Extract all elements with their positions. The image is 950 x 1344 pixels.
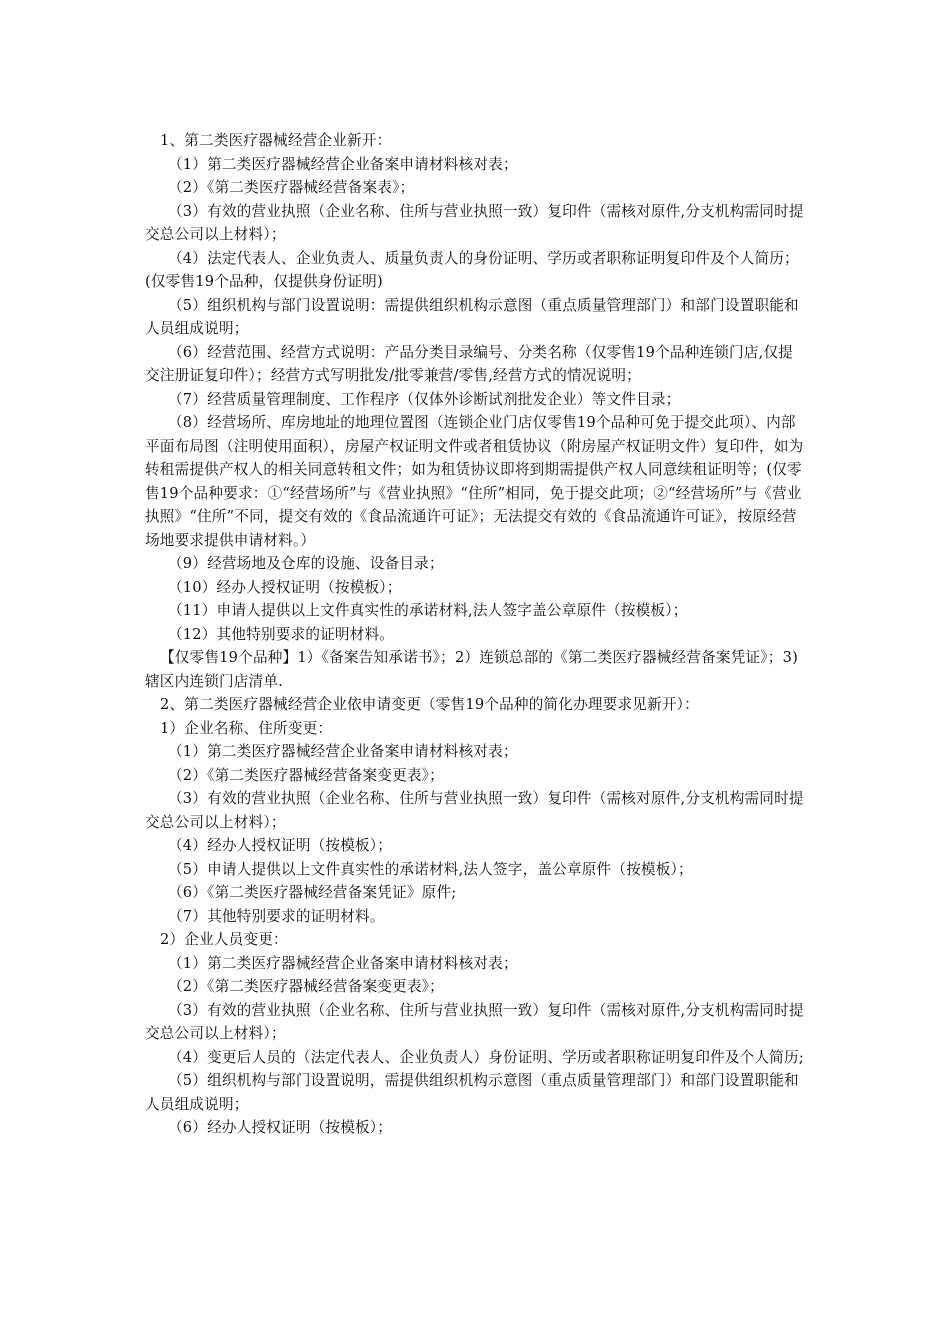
document-body <box>145 129 807 1140</box>
document-paragraph: 【仅零售19个品种】1）《备案告知承诺书》；2）连锁总部的《第二类医疗器械经营备案凭证》；3)辖区内连锁门店清单. <box>145 649 798 690</box>
document-paragraph: （3）有效的营业执照（企业名称、住所与营业执照一致）复印件（需核对原件,分支机构需同时提交总公司以上材料）； <box>145 202 804 243</box>
document-paragraph: （2）《第二类医疗器械经营备案变更表》； <box>168 978 444 995</box>
document-paragraph: （1）第二类医疗器械经营企业备案申请材料核对表； <box>168 743 518 760</box>
document-paragraph: （7）其他特别要求的证明材料。 <box>168 907 385 925</box>
document-paragraph: （5）申请人提供以上文件真实性的承诺材料,法人签字，盖公章原件（按模板）； <box>168 860 693 878</box>
document-paragraph: 1）企业名称、住所变更： <box>160 719 333 737</box>
document-paragraph: （11）申请人提供以上文件真实性的承诺材料,法人签字盖公章原件（按模板）； <box>168 602 688 619</box>
document-paragraph: （4）变更后人员的（法定代表人、企业负责人）身份证明、学历或者职称证明复印件及个人简历; <box>168 1048 804 1066</box>
document-paragraph: （9）经营场地及仓库的设施、设备目录； <box>168 555 444 572</box>
document-paragraph: （7）经营质量管理制度、工作程序（仅体外诊断试剂批发企业）等文件目录； <box>168 390 681 408</box>
document-paragraph: （2）《第二类医疗器械经营备案表》； <box>168 179 415 196</box>
document-paragraph: （4）法定代表人、企业负责人、质量负责人的身份证明、学历或者职称证明复印件及个人简历；(仅零售19个品种，仅提供身份证明) <box>145 249 799 290</box>
document-paragraph: （6）《第二类医疗器械经营备案凭证》原件; <box>168 884 457 901</box>
document-paragraph: 1、第二类医疗器械经营企业新开： <box>160 132 392 149</box>
document-paragraph: （3）有效的营业执照（企业名称、住所与营业执照一致）复印件（需核对原件,分支机构需同时提交总公司以上材料）； <box>145 1001 804 1042</box>
document-paragraph: 2、第二类医疗器械经营企业依申请变更（零售19个品种的简化办理要求见新开）： <box>160 696 699 713</box>
document-paragraph: （8）经营场所、库房地址的地理位置图（连锁企业门店仅零售19个品种可免于提交此项）、内部平面布局图（注明使用面积），房屋产权证明文件或者租赁协议（附房屋产权证明文件）复印件，如为转租需提供产权人的相关同意转租文件；如为租赁协议即将到期需提供产权人同意续租证明等；(仅零售19个品种要求：①“经营场所”与《营业执照》“住所”相同，免于提交此项；②“经营场所”与《营业执照》“住所”不同，提交有效的《食品流通许可证》；无法提交有效的《食品流通许可证》，按原经营场地要求提供申请材料。） <box>145 414 804 549</box>
document-paragraph: （1）第二类医疗器械经营企业备案申请材料核对表； <box>168 954 518 972</box>
document-paragraph: （5）组织机构与部门设置说明：需提供组织机构示意图（重点质量管理部门）和部门设置职能和人员组成说明； <box>145 296 799 337</box>
document-paragraph: （6）经办人授权证明（按模板）； <box>168 1119 393 1136</box>
document-paragraph: （4）经办人授权证明（按模板）； <box>168 837 393 854</box>
document-paragraph: （6）经营范围、经营方式说明：产品分类目录编号、分类名称（仅零售19个品种连锁门店,仅提交注册证复印件）；经营方式写明批发/批零兼营/零售,经营方式的情况说明； <box>145 343 794 384</box>
document-paragraph: （10）经办人授权证明（按模板）； <box>168 578 402 596</box>
document-paragraph: （1）第二类医疗器械经营企业备案申请材料核对表； <box>168 155 518 173</box>
document-paragraph: （5）组织机构与部门设置说明，需提供组织机构示意图（重点质量管理部门）和部门设置职能和人员组成说明； <box>145 1072 799 1113</box>
document-paragraph: （12）其他特别要求的证明材料。 <box>168 625 395 643</box>
document-paragraph: （2）《第二类医疗器械经营备案变更表》； <box>168 766 444 784</box>
document-paragraph: （3）有效的营业执照（企业名称、住所与营业执照一致）复印件（需核对原件,分支机构需同时提交总公司以上材料）； <box>145 790 804 831</box>
document-paragraph: 2）企业人员变更： <box>160 931 288 948</box>
